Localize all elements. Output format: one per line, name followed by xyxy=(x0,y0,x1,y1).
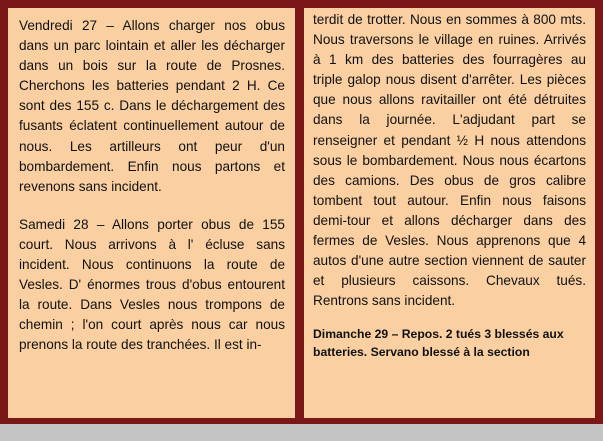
right-column xyxy=(304,8,595,418)
diary-entry-samedi-28-continued: terdit de trotter. Nous en sommes à 800 mts. Nous traversons le village en ruines. Arrivés à 1 km des batteries des fourragères au triple galop nous disent d'arrêter. Les pièces que nous allons ravitailler ont été détruites dans la journée. L'adjudant part se renseigner et pendant ½ H nous attendons sous le bombardement. Nous nous écartons des camions. Des obus de gros calibre tombent tout autour. Enfin nous faisons demi-tour et allons décharger dans des fermes de Vesles. Nous apprenons que 4 autos d'une autre section viennent de sauter et plusieurs caissons. Chevaux tués. Rentrons sans incident. xyxy=(313,12,586,309)
diary-entry-dimanche-29: Dimanche 29 – Repos. 2 tués 3 blessés aux batteries. Servano blessé à la section xyxy=(313,327,564,360)
paragraph-gap xyxy=(19,197,285,215)
bottom-strip xyxy=(0,424,603,441)
diary-entry-samedi-28: Samedi 28 – Allons porter obus de 155 court. Nous arrivons à l' écluse sans incident. Nous continuons la route de Vesles. D' énormes trous d'obus entourent la route. Dans Vesles nous trompons de chemin ; l'on court après nous car nous prenons la route des tranchées. Il est in- xyxy=(19,216,285,353)
left-column xyxy=(8,8,295,418)
diary-entry-vendredi-27: Vendredi 27 – Allons charger nos obus dans un parc lointain et aller les décharger dans un bois sur la route de Prosnes. Cherchons les batteries pendant 2 H. Ce sont des 155 c. Dans le déchargement des fusants éclatent continuellement autour de nous. Les artilleurs ont peur d'un bombardement. Enfin nous partons et revenons sans incident. xyxy=(19,18,285,194)
